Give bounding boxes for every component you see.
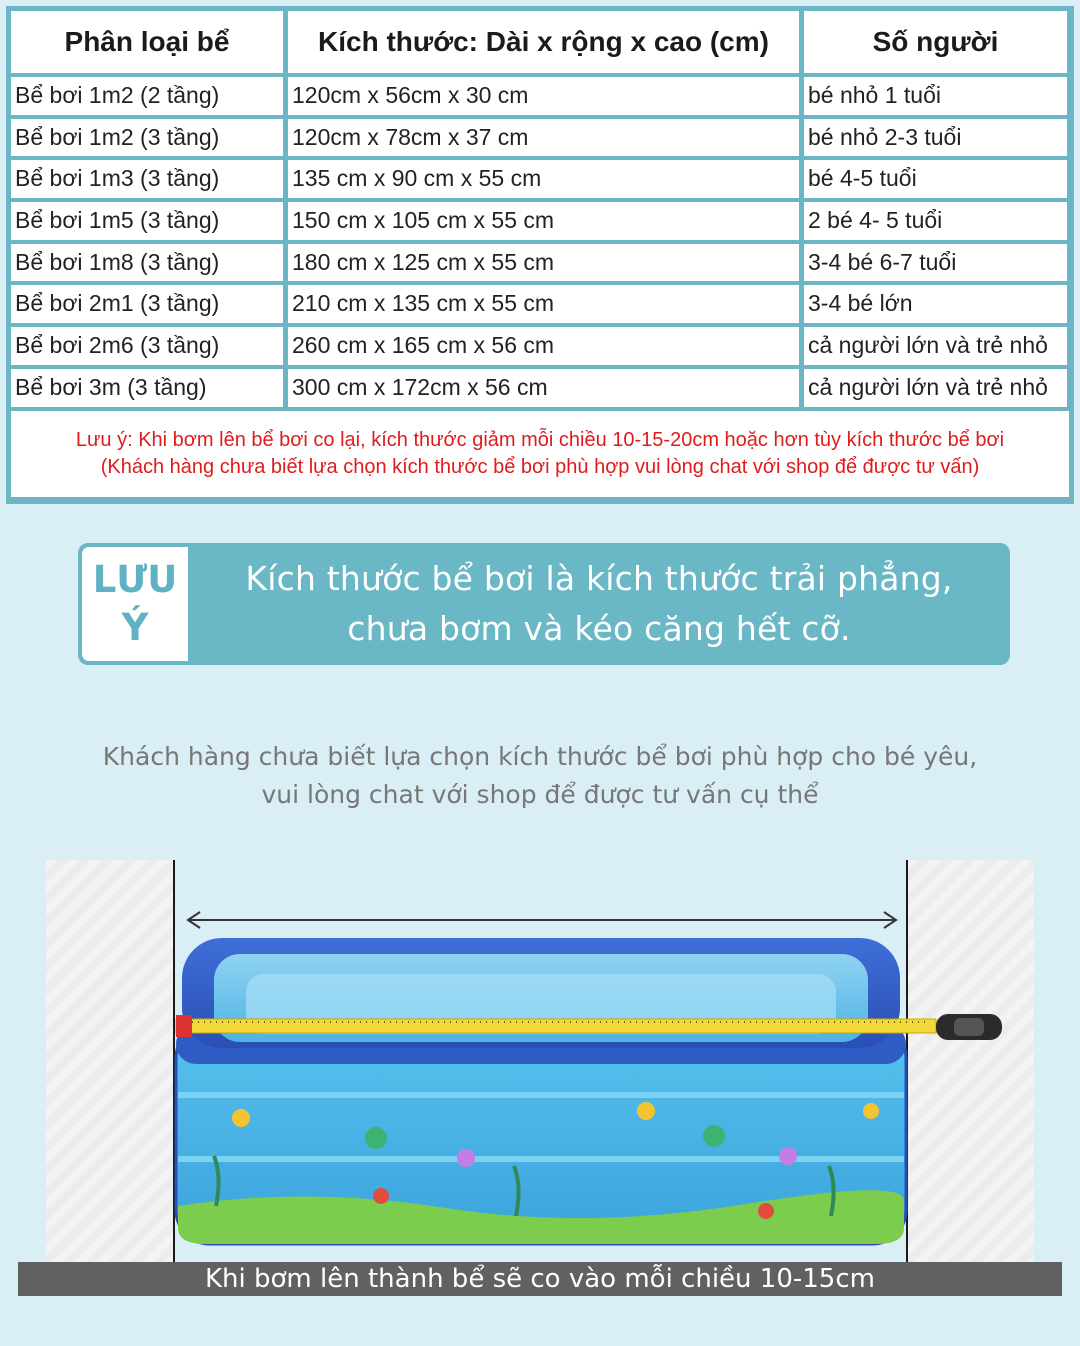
table-cell-size: 300 cm x 172cm x 56 cm xyxy=(288,369,799,407)
pool-image xyxy=(46,856,1034,1262)
table-note-line1: Lưu ý: Khi bơm lên bể bơi co lại, kích thước giảm mỗi chiều 10-15-20cm hoặc hơn tùy kích thước bể bơi xyxy=(75,428,1005,451)
table-cell-people: cả người lớn và trẻ nhỏ xyxy=(804,369,1067,407)
width-arrow xyxy=(188,912,896,928)
advice-line1: Khách hàng chưa biết lựa chọn kích thước bể bơi phù hợp cho bé yêu, xyxy=(102,742,978,771)
size-table xyxy=(6,6,1074,504)
table-cell-type: Bể bơi 1m8 (3 tầng) xyxy=(11,244,283,282)
table-cell-type: Bể bơi 1m2 (3 tầng) xyxy=(11,119,283,157)
table-cell-type: Bể bơi 1m5 (3 tầng) xyxy=(11,202,283,240)
table-cell-size: 135 cm x 90 cm x 55 cm xyxy=(288,160,799,198)
size-table-grid xyxy=(11,11,1069,407)
table-cell-type: Bể bơi 2m1 (3 tầng) xyxy=(11,285,283,323)
advice-text xyxy=(0,738,1080,814)
inflatable-pool xyxy=(176,938,906,1244)
table-cell-people: bé nhỏ 1 tuổi xyxy=(804,77,1067,115)
table-cell-type: Bể bơi 2m6 (3 tầng) xyxy=(11,327,283,365)
table-cell-size: 120cm x 78cm x 37 cm xyxy=(288,119,799,157)
table-cell-size: 120cm x 56cm x 30 cm xyxy=(288,77,799,115)
table-cell-people: 2 bé 4- 5 tuổi xyxy=(804,202,1067,240)
table-cell-people: 3-4 bé 6-7 tuổi xyxy=(804,244,1067,282)
advice-line2: vui lòng chat với shop để được tư vấn cụ thể xyxy=(261,780,819,809)
pool-illustration xyxy=(46,856,1034,1262)
bottom-caption: Khi bơm lên thành bể sẽ co vào mỗi chiều 10-15cm xyxy=(18,1262,1062,1296)
notice-text xyxy=(188,543,1010,665)
table-cell-type: Bể bơi 1m2 (2 tầng) xyxy=(11,77,283,115)
table-cell-size: 150 cm x 105 cm x 55 cm xyxy=(288,202,799,240)
notice-banner xyxy=(78,543,1010,665)
table-cell-size: 180 cm x 125 cm x 55 cm xyxy=(288,244,799,282)
notice-label-line1: LƯU xyxy=(92,558,178,601)
table-note xyxy=(11,411,1069,497)
notice-text-line1: Kích thước bể bơi là kích thước trải phẳng, xyxy=(245,559,953,598)
table-cell-people: 3-4 bé lớn xyxy=(804,285,1067,323)
notice-label xyxy=(82,547,188,661)
header-type: Phân loại bể xyxy=(11,11,283,73)
notice-text-line2: chưa bơm và kéo căng hết cỡ. xyxy=(347,609,851,648)
table-cell-type: Bể bơi 3m (3 tầng) xyxy=(11,369,283,407)
table-cell-people: bé 4-5 tuổi xyxy=(804,160,1067,198)
header-people: Số người xyxy=(804,11,1067,73)
table-cell-size: 260 cm x 165 cm x 56 cm xyxy=(288,327,799,365)
table-cell-size: 210 cm x 135 cm x 55 cm xyxy=(288,285,799,323)
table-cell-people: cả người lớn và trẻ nhỏ xyxy=(804,327,1067,365)
header-size: Kích thước: Dài x rộng x cao (cm) xyxy=(288,11,799,73)
table-note-line2: (Khách hàng chưa biết lựa chọn kích thước bể bơi phù hợp vui lòng chat với shop để được tư vấn) xyxy=(100,455,980,478)
table-cell-people: bé nhỏ 2-3 tuổi xyxy=(804,119,1067,157)
table-cell-type: Bể bơi 1m3 (3 tầng) xyxy=(11,160,283,198)
notice-label-line2: Ý xyxy=(121,606,149,649)
